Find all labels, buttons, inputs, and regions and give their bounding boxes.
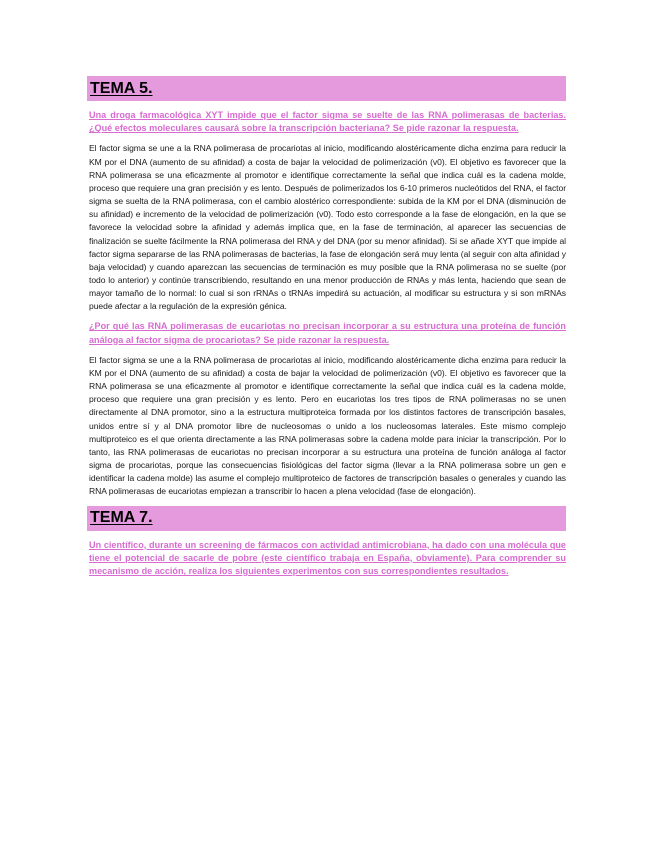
answer-1: El factor sigma se une a la RNA polimerasa de procariotas al inicio, modificando alostéricamente dicha enzima para reducir la KM por el DNA (aumento de su afinidad) a costa de bajar la velocidad de polimerización (v0). El objetivo es favorecer que la RNA polimerasa se una eficazmente al promotor e identifique correctamente la señal que indica cuál es la cadena molde, proceso que requiere una gran precisión y es lento. Después de polimerizados los 6-10 primeros nucleótidos del RNA, el factor sigma se suelta de la RNA polimerasa, con el cambio alostérico correspondiente: subida de la KM por el DNA (disminución de su afinidad) e incremento de la velocidad de polimerización (v0). Todo esto corresponde a la fase de elongación, en la que se favorece la velocidad sobre la afinidad y además implica que, en la fase de terminación, al aparecer las secuencias de finalización se suelte fácilmente la RNA polimerasa del RNA y del DNA (por su menor afinidad). Si se añade XYT que impide al factor sigma separarse de las RNA polimerasas de bacterias, la fase de elongación será muy lenta (al seguir con alta afinidad y baja velocidad) y cuando aparezcan las secuencias de terminación es muy posible que la RNA polimerasa no se suelte (por todo lo anterior) y continúe transcribiendo, resultando en una menor producción de RNAs y más lenta, haciendo que sean de mayor tamaño de lo normal: lo cual si son rRNAs o tRNAs impedirá su actuación, al modificar su estructura y si son mRNAs puede afectar a la regulación de la expresión génica.: [89, 143, 566, 312]
answer-2: El factor sigma se une a la RNA polimerasa de procariotas al inicio, modificando alostéricamente dicha enzima para reducir la KM por el DNA (aumento de su afinidad) a costa de bajar la velocidad de polimerización (v0). El objetivo es favorecer que la RNA polimerasa se una eficazmente al promotor e identifique correctamente la señal que indica cuál es la cadena molde, proceso que requiere una gran precisión y es lento. Pero en eucariotas los tres tipos de RNA polimerasas no se unen directamente al DNA promotor, sino a la estructura multiproteica formada por los distintos factores de transcripción basales, unidos entre sí y al DNA promotor libre de nucleosomas o unido a los nucleosomas laterales. Este mismo complejo multiproteico es el que orienta directamente a las RNA polimerasas sobre la cadena molde para iniciar la transcripción. Por lo tanto, las RNA polimerasas de eucariotas no precisan incorporar a su estructura una proteína de función análoga al factor sigma de procariotas, porque las consecuencias fisiológicas del factor sigma (llevar a la RNA polimerasa sobre un gen e identificar la cadena molde) las asume el complejo multiproteico de factores de transcripción basales o generales y cuando las RNA polimerasas de eucariotas empiezan a transcribir lo hacen a plena velocidad (fase de elongación).: [89, 354, 566, 497]
question-1: Una droga farmacológica XYT impide que el factor sigma se suelte de las RNA polimerasas de bacterias. ¿Qué efectos moleculares causará sobre la transcripción bacteriana? Se pide razonar la respuesta.: [89, 110, 566, 134]
section-heading-tema-5: TEMA 5.: [87, 76, 566, 101]
question-2: ¿Por qué las RNA polimerasas de eucariotas no precisan incorporar a su estructura una proteína de función análoga al factor sigma de procariotas? Se pide razonar la respuesta.: [89, 321, 566, 345]
question-3: Un científico, durante un screening de fármacos con actividad antimicrobiana, ha dado con una molécula que tiene el potencial de sacarle de pobre (este científico trabaja en España, obviamente). Para comprender su mecanismo de acción, realiza los siguientes experimentos con sus correspondientes resultados.: [89, 539, 566, 576]
section-heading-tema-7: TEMA 7.: [87, 506, 566, 531]
document-content: [89, 76, 566, 585]
